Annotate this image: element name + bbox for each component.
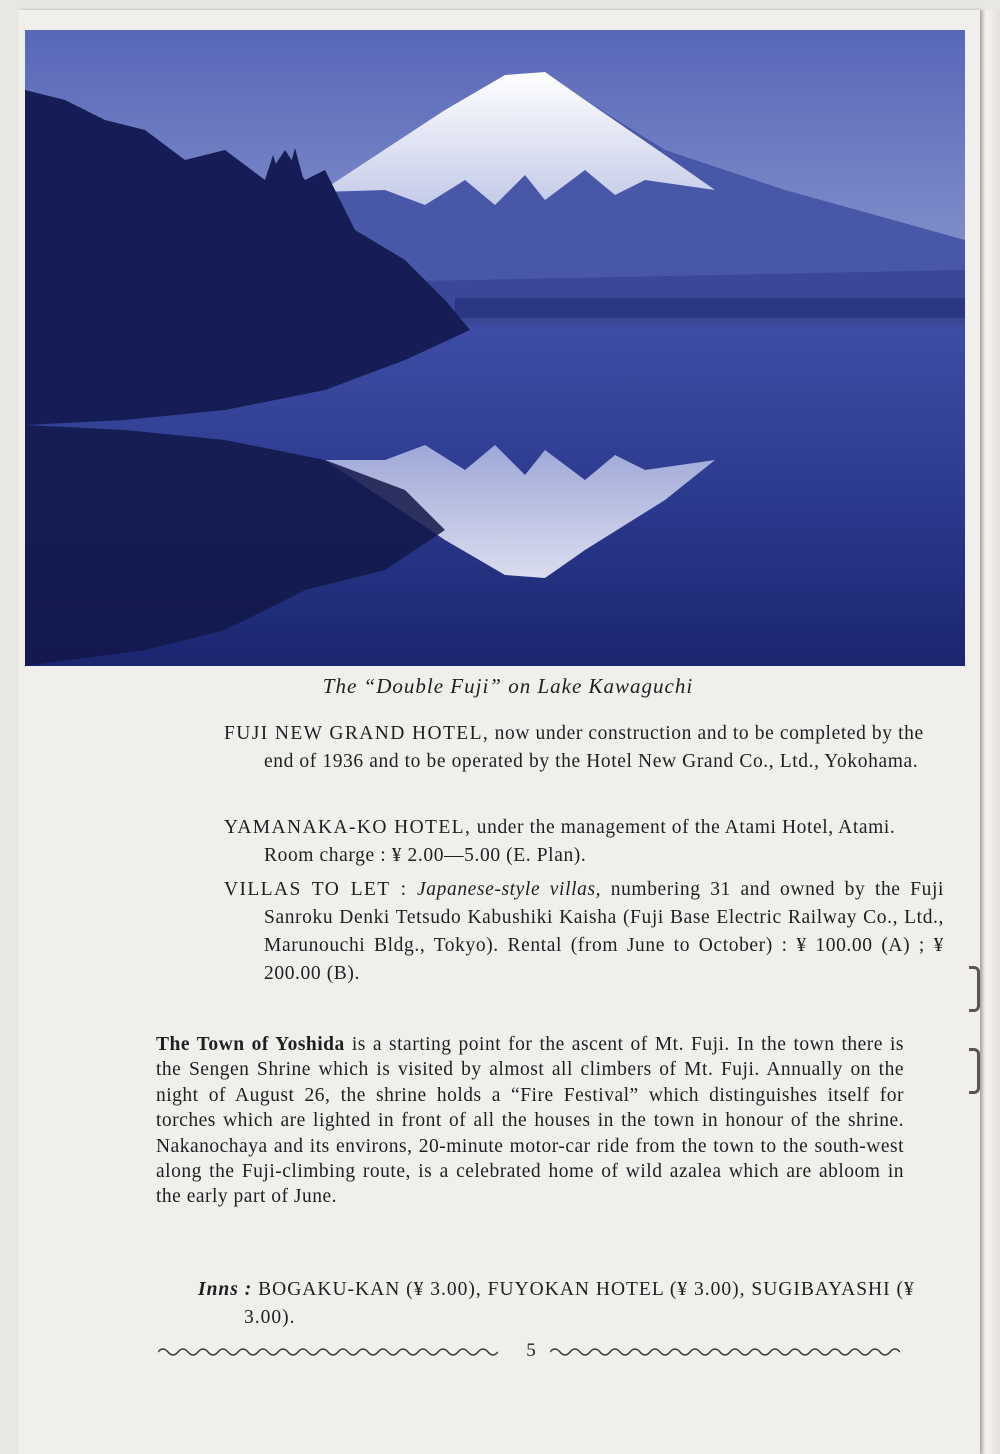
staple-bottom bbox=[969, 1048, 980, 1094]
entry-yamanaka-ko-hotel bbox=[224, 814, 944, 870]
page-edge bbox=[978, 10, 1000, 1454]
yoshida-heading: The Town of Yoshida bbox=[156, 1034, 345, 1055]
inns-list bbox=[198, 1276, 964, 1332]
inns-text: BOGAKU-KAN (¥ 3.00), FUYOKAN HOTEL (¥ 3.00), SUGIBAYASHI (¥ 3.00). bbox=[244, 1279, 915, 1328]
yoshida-text: is a starting point for the ascent of Mt. Fuji. In the town there is the Sengen Shrine which is visited by almost all climbers of Mt. Fuji. Annually on the night of August 26, the shrine holds a “Fire Festival” which distinguishes itself for torches which are lighted in front of all the houses in the town in honour of the shrine. Nakanochaya and its environs, 20-minute motor-car ride from the town to the south-west along the Fuji-climbing route, is a celebrated home of wild azalea which are abloom in the early part of June. bbox=[156, 1034, 904, 1208]
entry-villas-to-let bbox=[224, 876, 944, 988]
wavy-rule-left bbox=[158, 1345, 498, 1359]
page-footer bbox=[158, 1340, 908, 1370]
yoshida-paragraph bbox=[156, 1032, 904, 1210]
entry-fuji-new-grand-hotel bbox=[224, 720, 944, 776]
entry-name: VILLAS TO LET : bbox=[224, 879, 408, 900]
entry-text: numbering 31 and owned by the Fuji Sanroku Denki Tetsudo Kabushiki Kaisha (Fuji Base Electric Railway Co., Ltd., Marunouchi Bldg., Tokyo). Rental (from June to October) : ¥ 100.00 (A) ; ¥ 200.00 (B). bbox=[264, 879, 944, 984]
caption-double-fuji: Double Fuji bbox=[376, 674, 490, 698]
booklet-page bbox=[18, 10, 980, 1454]
entry-italic: Japanese-style villas, bbox=[407, 879, 602, 900]
photo-caption: The “Double Fuji” on Lake Kawaguchi bbox=[322, 674, 694, 698]
staple-top bbox=[969, 966, 980, 1012]
mount-fuji-photo bbox=[25, 30, 965, 666]
inns-label: Inns : bbox=[198, 1279, 253, 1300]
entry-name: FUJI NEW GRAND HOTEL, bbox=[224, 723, 490, 744]
page-number: 5 bbox=[526, 1340, 536, 1361]
entry-name: YAMANAKA-KO HOTEL, bbox=[224, 817, 472, 838]
entry-text: now under construction and to be completed by the end of 1936 and to be operated by the Hotel New Grand Co., Ltd., Yokohama. bbox=[264, 723, 924, 772]
lake-kawaguchi-picture bbox=[25, 30, 965, 666]
wavy-rule-right bbox=[550, 1345, 900, 1359]
entry-text: under the management of the Atami Hotel, Atami. Room charge : ¥ 2.00—5.00 (E. Plan). bbox=[264, 817, 896, 866]
